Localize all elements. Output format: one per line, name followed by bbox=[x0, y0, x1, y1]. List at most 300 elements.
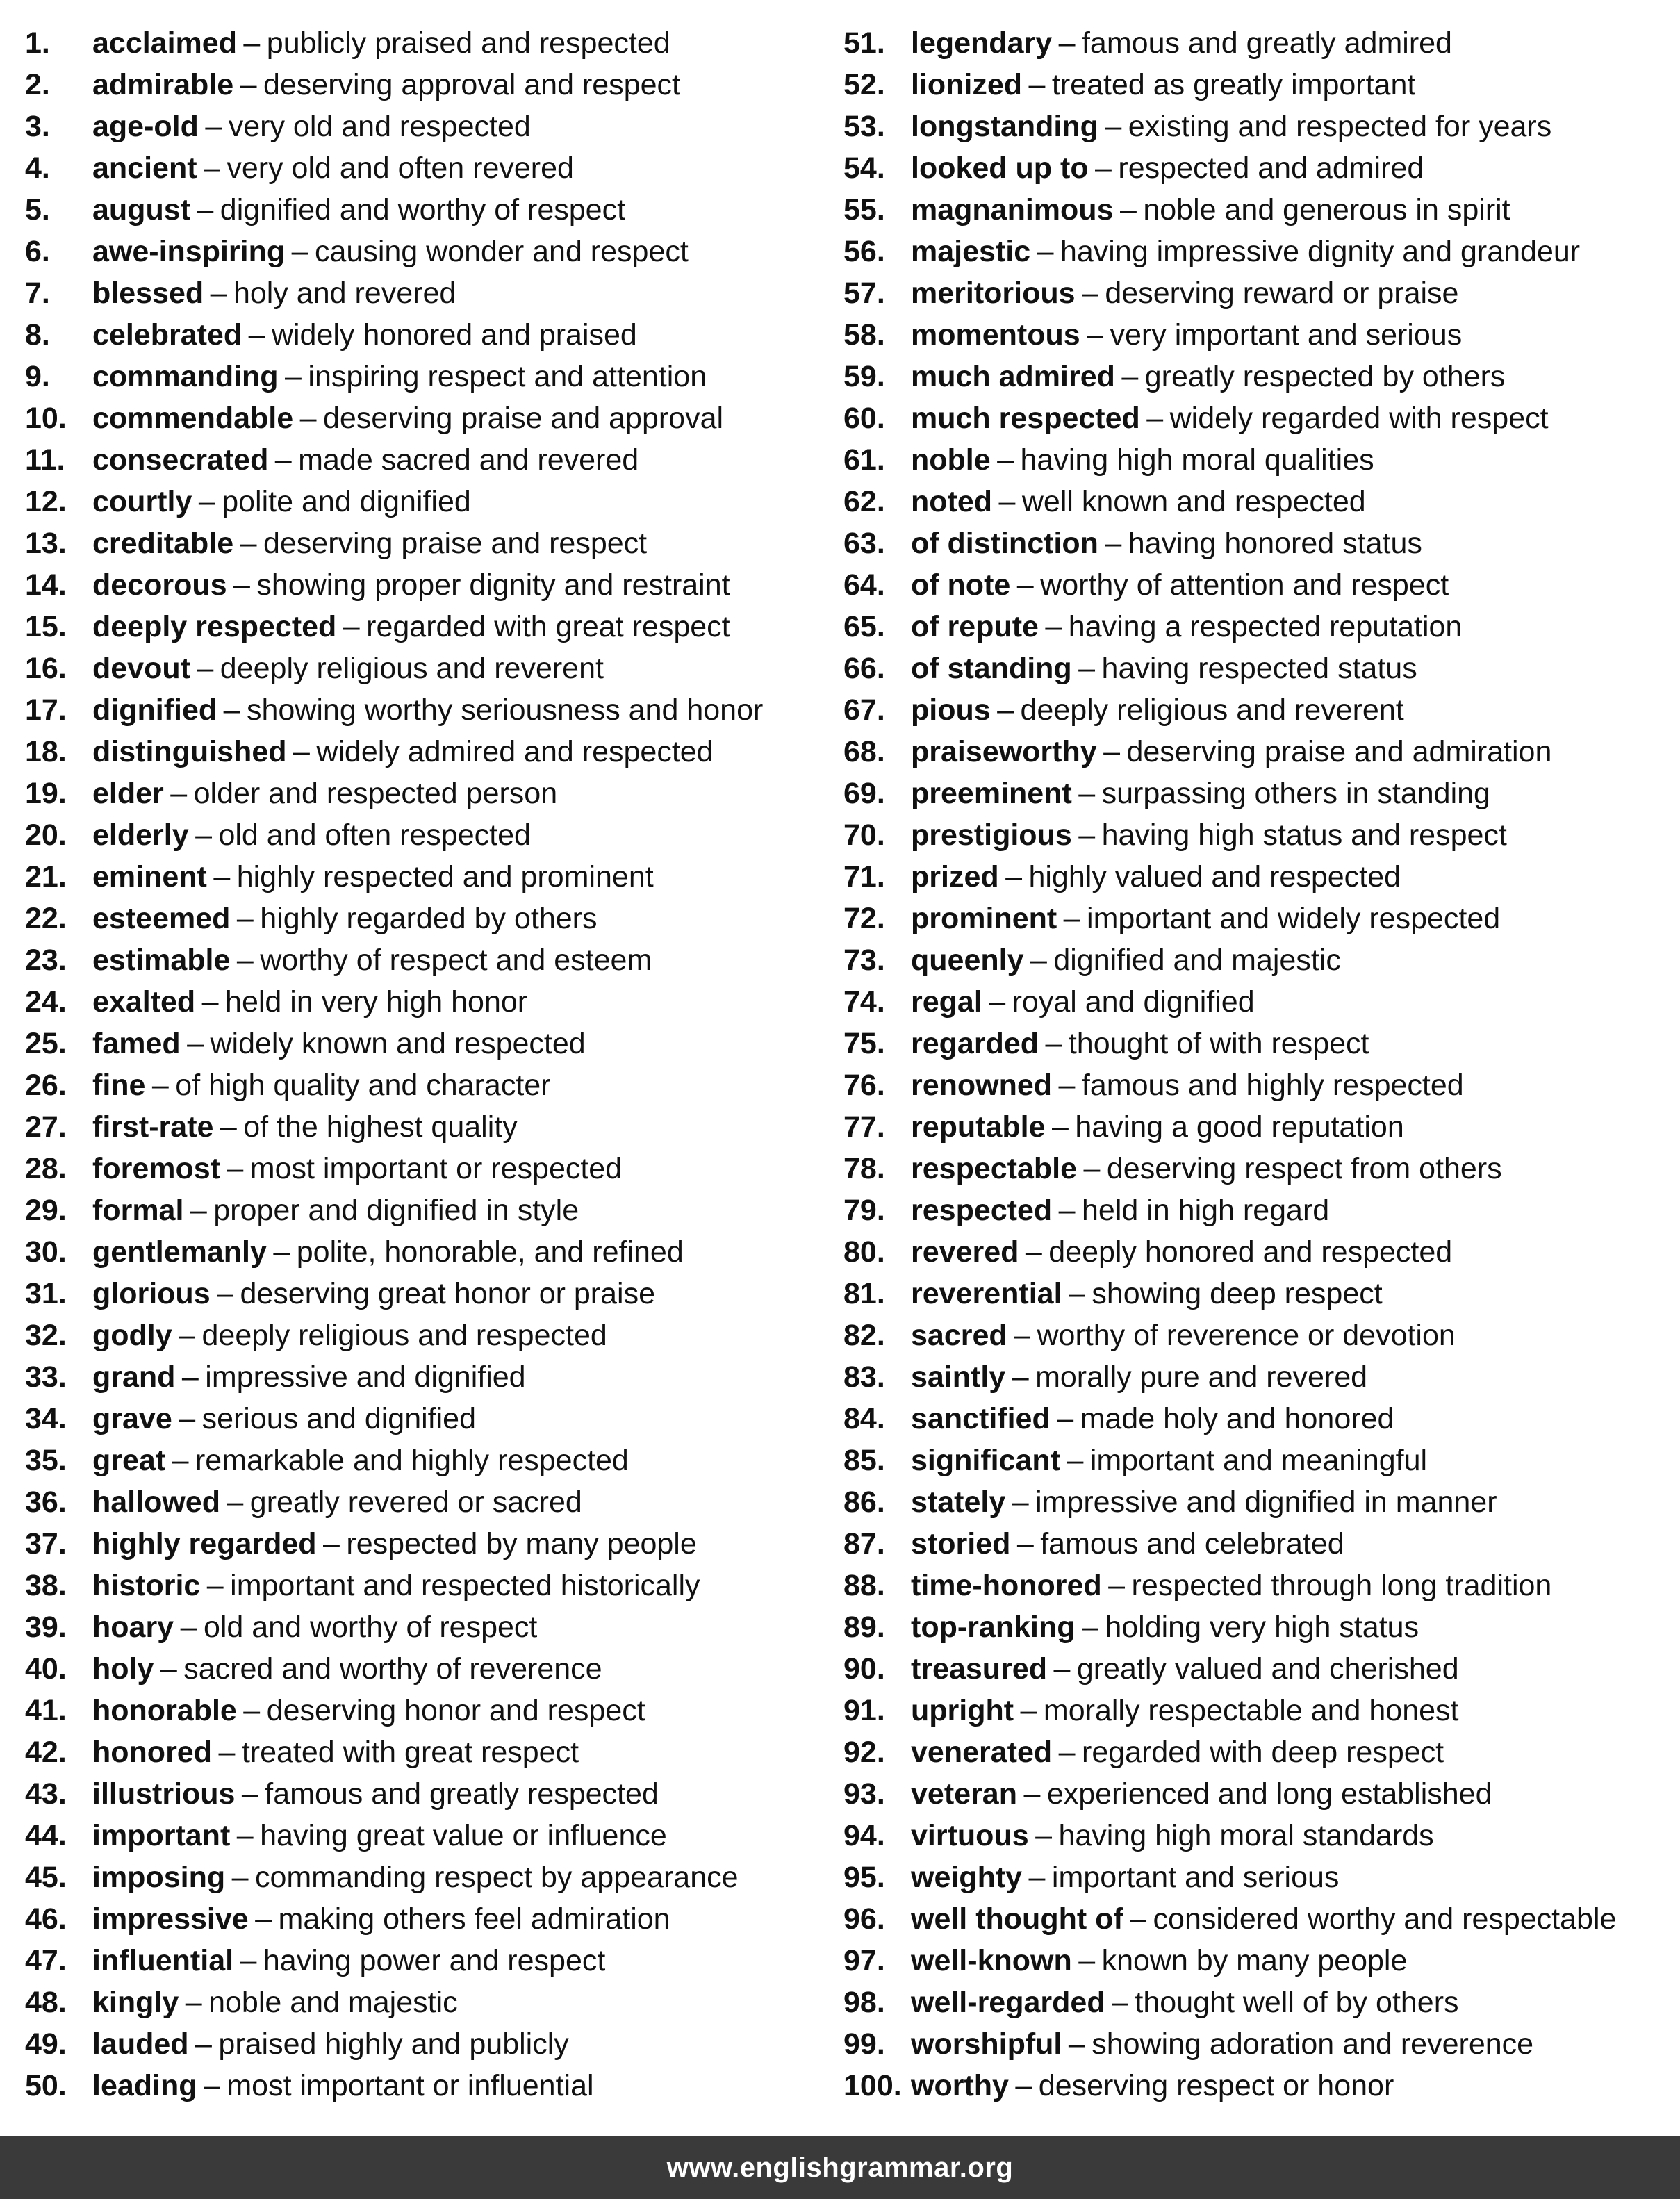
entry-definition: known by many people bbox=[1101, 1944, 1408, 1977]
entry-definition: deserving praise and approval bbox=[322, 402, 724, 435]
list-item bbox=[843, 1523, 1670, 1565]
entry-number: 7. bbox=[25, 277, 50, 310]
entry-definition: having a respected reputation bbox=[1068, 610, 1463, 643]
entry-definition: morally pure and revered bbox=[1035, 1360, 1368, 1394]
entry-separator: – bbox=[1130, 1902, 1147, 1936]
entry-word: formal bbox=[92, 1194, 184, 1227]
entry-separator: – bbox=[299, 402, 317, 435]
list-item bbox=[25, 147, 817, 189]
entry-separator: – bbox=[195, 818, 213, 852]
entry-number: 44. bbox=[25, 1819, 67, 1852]
entry-number: 14. bbox=[25, 568, 67, 602]
entry-separator: – bbox=[1058, 1194, 1076, 1227]
list-item bbox=[843, 606, 1670, 648]
entry-number: 86. bbox=[843, 1485, 885, 1519]
list-item bbox=[25, 814, 817, 856]
list-item bbox=[843, 1440, 1670, 1481]
entry-number: 58. bbox=[843, 318, 885, 352]
list-item bbox=[25, 314, 817, 356]
entry-definition: important and respected historically bbox=[230, 1569, 700, 1602]
list-item bbox=[25, 689, 817, 731]
entry-word: admirable bbox=[92, 68, 234, 101]
entry-number: 27. bbox=[25, 1110, 67, 1144]
entry-number: 93. bbox=[843, 1777, 885, 1811]
entry-number: 71. bbox=[843, 860, 885, 893]
entry-separator: – bbox=[210, 277, 227, 310]
entry-word: sanctified bbox=[911, 1402, 1051, 1435]
entry-separator: – bbox=[233, 568, 250, 602]
entry-definition: having high status and respect bbox=[1101, 818, 1507, 852]
entry-number: 98. bbox=[843, 1986, 885, 2019]
entry-word: grave bbox=[92, 1402, 172, 1435]
entry-number: 9. bbox=[25, 360, 50, 393]
list-item bbox=[25, 773, 817, 814]
entry-separator: – bbox=[1015, 2069, 1032, 2102]
list-item bbox=[843, 1231, 1670, 1273]
entry-word: great bbox=[92, 1444, 166, 1477]
entry-number: 87. bbox=[843, 1527, 885, 1560]
entry-number: 100. bbox=[843, 2069, 902, 2102]
entry-definition: treated with great respect bbox=[241, 1736, 579, 1769]
entry-separator: – bbox=[323, 1527, 340, 1560]
entry-separator: – bbox=[217, 1277, 233, 1310]
entry-definition: very old and often revered bbox=[227, 151, 574, 185]
entry-word: grand bbox=[92, 1360, 176, 1394]
entry-definition: having impressive dignity and grandeur bbox=[1060, 235, 1581, 268]
entry-separator: – bbox=[227, 1485, 244, 1519]
entry-definition: old and worthy of respect bbox=[203, 1611, 538, 1644]
entry-separator: – bbox=[160, 1652, 177, 1686]
entry-separator: – bbox=[185, 1986, 202, 2019]
entry-separator: – bbox=[1078, 1944, 1096, 1977]
entry-number: 10. bbox=[25, 402, 67, 435]
entry-number: 99. bbox=[843, 2027, 885, 2061]
entry-number: 11. bbox=[25, 443, 65, 477]
entry-word: top-ranking bbox=[911, 1611, 1076, 1644]
list-item bbox=[25, 606, 817, 648]
entry-definition: deserving praise and admiration bbox=[1126, 735, 1552, 768]
entry-separator: – bbox=[1028, 68, 1046, 101]
entry-number: 23. bbox=[25, 944, 67, 977]
entry-definition: respected by many people bbox=[346, 1527, 697, 1560]
list-item bbox=[843, 939, 1670, 981]
entry-separator: – bbox=[1067, 1444, 1084, 1477]
entry-definition: royal and dignified bbox=[1012, 985, 1255, 1019]
footer-bar bbox=[0, 2136, 1680, 2199]
list-item bbox=[25, 1523, 817, 1565]
entry-number: 37. bbox=[25, 1527, 67, 1560]
entry-word: dignified bbox=[92, 693, 217, 727]
entry-number: 13. bbox=[25, 527, 67, 560]
list-item bbox=[25, 1565, 817, 1606]
entry-number: 30. bbox=[25, 1235, 67, 1269]
entry-separator: – bbox=[1045, 1027, 1062, 1060]
entry-number: 41. bbox=[25, 1694, 67, 1727]
entry-number: 53. bbox=[843, 110, 885, 143]
entry-number: 83. bbox=[843, 1360, 885, 1394]
entry-word: regarded bbox=[911, 1027, 1039, 1060]
entry-definition: deserving reward or praise bbox=[1105, 277, 1459, 310]
entry-word: magnanimous bbox=[911, 193, 1114, 227]
entry-word: glorious bbox=[92, 1277, 211, 1310]
entry-separator: – bbox=[1028, 1861, 1046, 1894]
entry-definition: commanding respect by appearance bbox=[254, 1861, 739, 1894]
entry-definition: holding very high status bbox=[1105, 1611, 1419, 1644]
entry-definition: dignified and worthy of respect bbox=[220, 193, 626, 227]
entry-definition: praised highly and publicly bbox=[218, 2027, 569, 2061]
entry-number: 75. bbox=[843, 1027, 885, 1060]
entry-number: 94. bbox=[843, 1819, 885, 1852]
entry-separator: – bbox=[206, 1569, 224, 1602]
entry-separator: – bbox=[240, 527, 257, 560]
entry-number: 50. bbox=[25, 2069, 67, 2102]
list-item bbox=[843, 147, 1670, 189]
entry-separator: – bbox=[273, 1235, 290, 1269]
entry-word: consecrated bbox=[92, 443, 269, 477]
entry-word: courtly bbox=[92, 485, 192, 518]
entry-separator: – bbox=[180, 1611, 197, 1644]
entry-separator: – bbox=[998, 485, 1016, 518]
list-item bbox=[843, 1356, 1670, 1398]
list-item bbox=[25, 898, 817, 939]
entry-separator: – bbox=[989, 985, 1006, 1019]
entry-separator: – bbox=[1103, 735, 1121, 768]
entry-separator: – bbox=[236, 902, 254, 935]
entry-definition: worthy of respect and esteem bbox=[260, 944, 652, 977]
entry-separator: – bbox=[1016, 568, 1034, 602]
entry-number: 25. bbox=[25, 1027, 67, 1060]
entry-separator: – bbox=[170, 777, 188, 810]
list-item bbox=[25, 648, 817, 689]
entry-word: momentous bbox=[911, 318, 1080, 352]
list-item bbox=[25, 564, 817, 606]
entry-separator: – bbox=[248, 318, 265, 352]
entry-separator: – bbox=[1035, 1819, 1053, 1852]
entry-separator: – bbox=[201, 985, 219, 1019]
entry-separator: – bbox=[997, 443, 1014, 477]
entry-separator: – bbox=[1119, 193, 1137, 227]
entry-definition: very important and serious bbox=[1110, 318, 1463, 352]
entry-definition: of high quality and character bbox=[175, 1069, 551, 1102]
entry-definition: having a good reputation bbox=[1075, 1110, 1404, 1144]
entry-separator: – bbox=[197, 652, 214, 685]
entry-number: 40. bbox=[25, 1652, 67, 1686]
entry-separator: – bbox=[195, 2027, 212, 2061]
entry-word: sacred bbox=[911, 1319, 1007, 1352]
list-item bbox=[25, 1690, 817, 1731]
entry-definition: greatly respected by others bbox=[1144, 360, 1506, 393]
entry-definition: greatly revered or sacred bbox=[249, 1485, 582, 1519]
list-item bbox=[25, 2023, 817, 2065]
entry-definition: dignified and majestic bbox=[1053, 944, 1341, 977]
entry-separator: – bbox=[1112, 1986, 1128, 2019]
entry-word: exalted bbox=[92, 985, 196, 1019]
entry-definition: inspiring respect and attention bbox=[308, 360, 707, 393]
entry-separator: – bbox=[1058, 1069, 1076, 1102]
entry-separator: – bbox=[1016, 1527, 1034, 1560]
entry-separator: – bbox=[1108, 1569, 1126, 1602]
list-item bbox=[25, 939, 817, 981]
entry-word: historic bbox=[92, 1569, 201, 1602]
list-item bbox=[25, 1440, 817, 1481]
entry-word: commendable bbox=[92, 402, 294, 435]
entry-number: 2. bbox=[25, 68, 50, 101]
entry-definition: polite and dignified bbox=[222, 485, 471, 518]
entry-word: upright bbox=[911, 1694, 1014, 1727]
entry-definition: most important or influential bbox=[227, 2069, 594, 2102]
entry-word: looked up to bbox=[911, 151, 1089, 185]
entry-definition: widely admired and respected bbox=[316, 735, 714, 768]
entry-word: leading bbox=[92, 2069, 197, 2102]
list-item bbox=[25, 731, 817, 773]
entry-number: 69. bbox=[843, 777, 885, 810]
list-item bbox=[25, 397, 817, 439]
entry-number: 38. bbox=[25, 1569, 67, 1602]
entry-word: much respected bbox=[911, 402, 1140, 435]
list-item bbox=[843, 981, 1670, 1023]
entry-separator: – bbox=[198, 485, 215, 518]
entry-definition: publicly praised and respected bbox=[266, 26, 670, 60]
entry-definition: thought well of by others bbox=[1135, 1986, 1459, 2019]
entry-number: 64. bbox=[843, 568, 885, 602]
entry-definition: deeply religious and reverent bbox=[1020, 693, 1404, 727]
list-item bbox=[25, 1148, 817, 1189]
entry-separator: – bbox=[1068, 1277, 1085, 1310]
entry-word: much admired bbox=[911, 360, 1115, 393]
entry-number: 4. bbox=[25, 151, 50, 185]
list-item bbox=[843, 1273, 1670, 1315]
entry-word: honorable bbox=[92, 1694, 237, 1727]
entry-definition: older and respected person bbox=[193, 777, 558, 810]
entry-separator: – bbox=[220, 1110, 237, 1144]
entry-word: well-known bbox=[911, 1944, 1072, 1977]
list-item bbox=[25, 481, 817, 522]
entry-number: 95. bbox=[843, 1861, 885, 1894]
entry-separator: – bbox=[1053, 1652, 1071, 1686]
list-item bbox=[843, 397, 1670, 439]
entry-definition: holy and revered bbox=[233, 277, 456, 310]
entry-word: illustrious bbox=[92, 1777, 236, 1811]
entry-separator: – bbox=[1012, 1360, 1029, 1394]
entry-word: well thought of bbox=[911, 1902, 1123, 1936]
entry-word: weighty bbox=[911, 1861, 1023, 1894]
list-item bbox=[843, 814, 1670, 856]
entry-separator: – bbox=[1078, 777, 1096, 810]
entry-number: 33. bbox=[25, 1360, 67, 1394]
entry-separator: – bbox=[203, 2069, 220, 2102]
entry-word: eminent bbox=[92, 860, 207, 893]
entry-number: 92. bbox=[843, 1736, 885, 1769]
entry-separator: – bbox=[1082, 277, 1098, 310]
entry-separator: – bbox=[1058, 26, 1076, 60]
entry-definition: deeply religious and respected bbox=[201, 1319, 607, 1352]
entry-definition: worthy of reverence or devotion bbox=[1037, 1319, 1456, 1352]
entry-number: 80. bbox=[843, 1235, 885, 1269]
entry-number: 60. bbox=[843, 402, 885, 435]
list-item bbox=[25, 1481, 817, 1523]
entry-word: age-old bbox=[92, 110, 199, 143]
entry-definition: respected and admired bbox=[1118, 151, 1424, 185]
entry-definition: having high moral qualities bbox=[1020, 443, 1374, 477]
entry-word: lauded bbox=[92, 2027, 189, 2061]
entry-separator: – bbox=[1068, 2027, 1085, 2061]
list-item bbox=[843, 22, 1670, 64]
entry-number: 32. bbox=[25, 1319, 67, 1352]
entry-definition: having high moral standards bbox=[1058, 1819, 1434, 1852]
entry-word: virtuous bbox=[911, 1819, 1029, 1852]
list-item bbox=[843, 272, 1670, 314]
list-item bbox=[25, 981, 817, 1023]
entry-number: 89. bbox=[843, 1611, 885, 1644]
entry-definition: made sacred and revered bbox=[298, 443, 639, 477]
entry-word: noble bbox=[911, 443, 991, 477]
entry-number: 49. bbox=[25, 2027, 67, 2061]
list-item bbox=[843, 1731, 1670, 1773]
entry-word: legendary bbox=[911, 26, 1053, 60]
entry-word: foremost bbox=[92, 1152, 220, 1185]
entry-word: godly bbox=[92, 1319, 172, 1352]
list-item bbox=[843, 522, 1670, 564]
entry-separator: – bbox=[1014, 1319, 1031, 1352]
entry-number: 82. bbox=[843, 1319, 885, 1352]
word-list bbox=[0, 22, 1680, 2100]
entry-definition: regarded with deep respect bbox=[1082, 1736, 1444, 1769]
entry-number: 76. bbox=[843, 1069, 885, 1102]
list-item bbox=[25, 1731, 817, 1773]
entry-separator: – bbox=[227, 1152, 244, 1185]
list-item bbox=[25, 1606, 817, 1648]
entry-definition: deserving great honor or praise bbox=[240, 1277, 656, 1310]
entry-number: 8. bbox=[25, 318, 50, 352]
entry-definition: important and widely respected bbox=[1087, 902, 1501, 935]
list-item bbox=[843, 564, 1670, 606]
entry-word: treasured bbox=[911, 1652, 1047, 1686]
entry-separator: – bbox=[1045, 610, 1062, 643]
list-item bbox=[25, 1315, 817, 1356]
entry-definition: widely known and respected bbox=[210, 1027, 586, 1060]
entry-definition: polite, honorable, and refined bbox=[296, 1235, 684, 1269]
entry-definition: highly respected and prominent bbox=[236, 860, 654, 893]
entry-number: 52. bbox=[843, 68, 885, 101]
entry-word: elder bbox=[92, 777, 164, 810]
entry-word: meritorious bbox=[911, 277, 1076, 310]
entry-word: decorous bbox=[92, 568, 227, 602]
entry-separator: – bbox=[1030, 944, 1047, 977]
entry-number: 81. bbox=[843, 1277, 885, 1310]
entry-word: significant bbox=[911, 1444, 1061, 1477]
list-item bbox=[843, 2023, 1670, 2065]
entry-definition: noble and majestic bbox=[208, 1986, 458, 2019]
list-item bbox=[25, 1940, 817, 1982]
entry-separator: – bbox=[213, 860, 231, 893]
entry-word: kingly bbox=[92, 1986, 179, 2019]
list-item bbox=[25, 22, 817, 64]
entry-definition: well known and respected bbox=[1021, 485, 1366, 518]
entry-word: worshipful bbox=[911, 2027, 1062, 2061]
entry-separator: – bbox=[179, 1319, 196, 1352]
entry-definition: remarkable and highly respected bbox=[195, 1444, 629, 1477]
list-item bbox=[843, 1815, 1670, 1856]
entry-word: important bbox=[92, 1819, 231, 1852]
entry-number: 79. bbox=[843, 1194, 885, 1227]
entry-definition: noble and generous in spirit bbox=[1143, 193, 1510, 227]
entry-word: deeply respected bbox=[92, 610, 337, 643]
entry-word: celebrated bbox=[92, 318, 242, 352]
entry-word: veteran bbox=[911, 1777, 1017, 1811]
entry-number: 59. bbox=[843, 360, 885, 393]
list-item bbox=[843, 1481, 1670, 1523]
entry-definition: causing wonder and respect bbox=[314, 235, 689, 268]
list-item bbox=[25, 64, 817, 106]
entry-word: respectable bbox=[911, 1152, 1078, 1185]
entry-word: lionized bbox=[911, 68, 1023, 101]
entry-number: 18. bbox=[25, 735, 67, 768]
entry-separator: – bbox=[236, 1819, 254, 1852]
entry-number: 77. bbox=[843, 1110, 885, 1144]
entry-word: ancient bbox=[92, 151, 197, 185]
entry-separator: – bbox=[205, 110, 222, 143]
entry-number: 73. bbox=[843, 944, 885, 977]
entry-word: blessed bbox=[92, 277, 204, 310]
list-item bbox=[843, 1773, 1670, 1815]
entry-separator: – bbox=[187, 1027, 204, 1060]
list-item bbox=[25, 189, 817, 231]
entry-number: 6. bbox=[25, 235, 50, 268]
list-item bbox=[843, 1148, 1670, 1189]
word-list-right-column bbox=[843, 22, 1670, 2107]
entry-number: 63. bbox=[843, 527, 885, 560]
entry-definition: held in high regard bbox=[1082, 1194, 1330, 1227]
entry-separator: – bbox=[1005, 860, 1023, 893]
entry-definition: considered worthy and respectable bbox=[1153, 1902, 1617, 1936]
entry-word: saintly bbox=[911, 1360, 1006, 1394]
list-item bbox=[25, 1273, 817, 1315]
entry-word: reverential bbox=[911, 1277, 1062, 1310]
list-item bbox=[843, 1023, 1670, 1064]
entry-word: esteemed bbox=[92, 902, 231, 935]
entry-separator: – bbox=[240, 68, 257, 101]
entry-number: 56. bbox=[843, 235, 885, 268]
entry-definition: highly valued and respected bbox=[1028, 860, 1401, 893]
entry-number: 34. bbox=[25, 1402, 67, 1435]
entry-separator: – bbox=[190, 1194, 207, 1227]
list-item bbox=[843, 1106, 1670, 1148]
entry-separator: – bbox=[997, 693, 1014, 727]
list-item bbox=[25, 1648, 817, 1690]
entry-definition: deserving praise and respect bbox=[263, 527, 648, 560]
entry-definition: important and serious bbox=[1051, 1861, 1340, 1894]
list-item bbox=[843, 1898, 1670, 1940]
entry-definition: deeply honored and respected bbox=[1048, 1235, 1453, 1269]
entry-separator: – bbox=[1012, 1485, 1029, 1519]
entry-word: of standing bbox=[911, 652, 1072, 685]
entry-number: 65. bbox=[843, 610, 885, 643]
list-item bbox=[25, 1856, 817, 1898]
entry-number: 88. bbox=[843, 1569, 885, 1602]
entry-separator: – bbox=[197, 193, 214, 227]
entry-word: distinguished bbox=[92, 735, 287, 768]
entry-definition: famous and greatly admired bbox=[1081, 26, 1452, 60]
entry-separator: – bbox=[1058, 1736, 1076, 1769]
entry-separator: – bbox=[231, 1861, 249, 1894]
entry-definition: famous and highly respected bbox=[1081, 1069, 1464, 1102]
entry-number: 19. bbox=[25, 777, 67, 810]
entry-definition: sacred and worthy of reverence bbox=[183, 1652, 602, 1686]
entry-number: 48. bbox=[25, 1986, 67, 2019]
entry-number: 24. bbox=[25, 985, 67, 1019]
list-item bbox=[25, 1023, 817, 1064]
list-item bbox=[843, 1565, 1670, 1606]
